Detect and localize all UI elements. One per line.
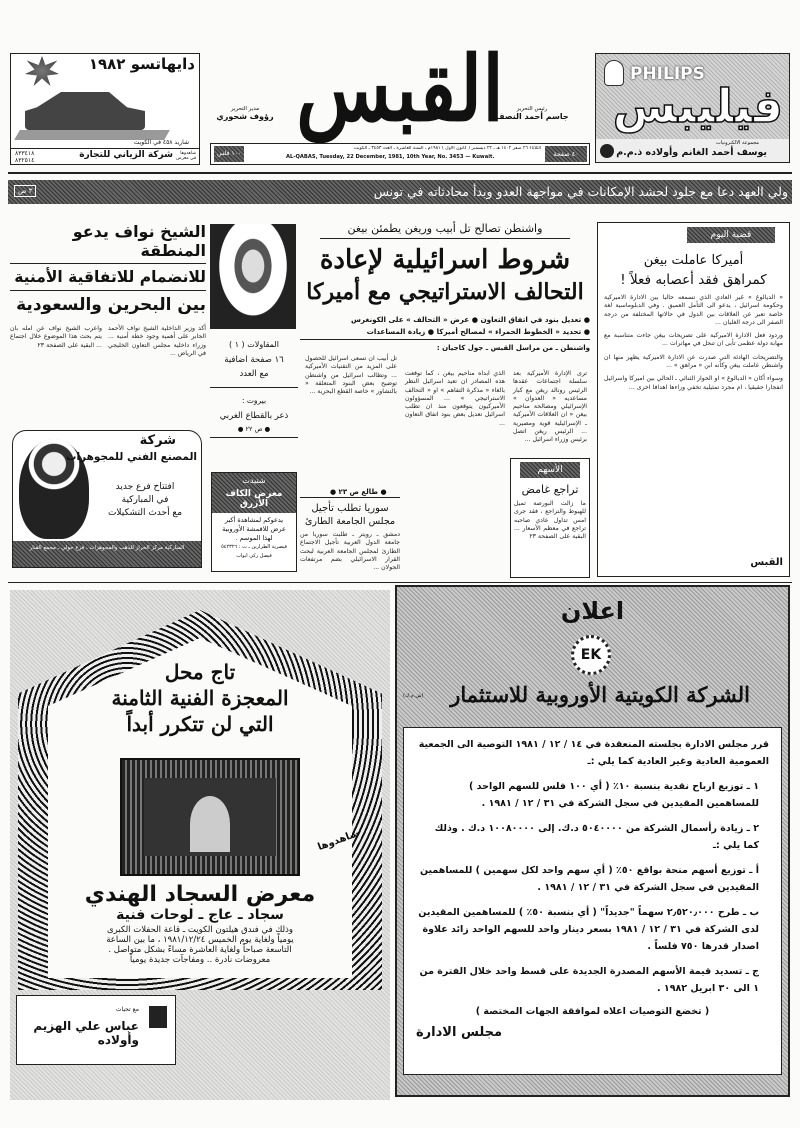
alkaf-ad [211, 472, 297, 572]
editor-in-chief: جاسم أحمد النصف [495, 112, 569, 121]
jewelry-title: شركة [139, 433, 176, 448]
editor-in-chief-label: رئيس التحرير [516, 106, 548, 112]
carpet-line: التاسعة صباحاً ولغاية العاشرة مساءً بشكل متواصل . [108, 945, 292, 955]
nawaf-headline-1: الشيخ نواف يدعو المنطقة [10, 222, 206, 264]
alkaf-address: فيصل ركي ابواب [236, 553, 272, 559]
nawaf-body: واعرب الشيخ نواف عن امله بان يتم بحث هذا الموضوع خلال اجتماع ... البقية على الصفحة ٢٣ [10, 325, 102, 349]
philips-brand-en: PHILIPS [630, 64, 705, 84]
stocks-box [510, 458, 590, 578]
kei-intro: قرر مجلس الادارة بجلسته المنعقدة في ١٤ / ١٢ / ١٩٨١ التوصية الى الجمعية العمومية العادية وغير العادية كما يلي :ـ [418, 739, 769, 767]
alkaf-line: لهذا الموسم . [235, 534, 273, 542]
date-arabic: الثلاثاء ٢٦ صفر ١٤٠٢ هـ ـ ٢٢ ديسمبر ( كانون الأول ) ١٩٨١م ـ السنة العاشرة ـ العدد ٣٤٥٣ ـ الكويت [353, 146, 541, 151]
carpet-line: معروضات نادرة .. ومفاجآت جديدة يومياً [129, 955, 271, 965]
editorial-signature: القبس [750, 557, 783, 568]
page-count: ٤٠ صفحة [545, 146, 587, 162]
editorial-paragraph: والتصريحات الهادئة التي صدرت عن الادارة الاميركية يظهر منها ان واشنطن عاملت بيغن وكأنه ابن « مراهق » ... [604, 353, 783, 370]
carpet-tag: شاهدوها [316, 827, 361, 854]
jewelry-line: افتتاح فرع جديد [115, 482, 175, 492]
kei-item: ب ـ طرح ٢٫٥٢٠٫٠٠٠ سهماً "جديداً" ( أي بنسبة ٥٠٪ ) للمساهمين المقيدين لدى الشركة في ٣١ / ١٢ / ١٩٨١ بسعر دينار واحد للسهم الواحد زائد علاوة اصدار قدرها ٧٥٠ فلساً . [418, 907, 759, 952]
editorial-headline-1: أميركا عاملت بيغن [643, 253, 744, 268]
kei-company: الشركة الكويتية الأوروبية للاستثمار [450, 682, 750, 707]
nawaf-headline-3: بين البحرين والسعودية [16, 295, 206, 315]
daihatsu-model: شاريد ٤٥٨ في الكويت [133, 139, 189, 146]
kei-item: ١ ـ توزيع ارباح نقدية بنسبة ١٠٪ ( أي ١٠٠ فلس للسهم الواحد ) للمساهمين المقيدين في سجل الشركة في ٣١ / ١٢ / ١٩٨١ . [469, 781, 759, 809]
carpet-ad [10, 590, 390, 1100]
jewelry-name: المصنع الفني للمجوهرات [65, 451, 197, 463]
date-english: AL-QABAS, Tuesday, 22 December, 1981, 10th Year, No. 3453 — Kuwait. [286, 154, 495, 160]
alkaf-top: شنيدت [242, 476, 266, 485]
supplement-with-issue: مع العدد [210, 369, 298, 388]
syria-story [300, 497, 400, 572]
lead-headline-1: شروط اسرائيلية لإعادة [319, 245, 571, 275]
alkaf-name: معرض الكاف الأزرق [225, 489, 283, 509]
carpet-line: وذلك في فندق هيلتون الكويت ـ قاعة الحفلات الكبرى [106, 925, 294, 935]
top-banner [8, 180, 792, 204]
carpet-headline-1: تاج محل [164, 660, 236, 684]
carpet-line: يومياً ولغاية يوم الخميس ١٩٨١/١٢/٢٤ ، ما بين الساعة [106, 935, 294, 945]
kei-item: ٢ ـ زيادة رأسمال الشركة من ٥٠٤٠٠٠٠ د.ك. إلى ١٠٠٨٠٠٠٠ د.ك . وذلك كما يلي :ـ [434, 823, 759, 851]
daihatsu-phone-2: ٨٣٢٥١٤ [15, 157, 35, 164]
editorial-paragraph: وسواء أكان « الديالوغ » او الحوار الثنائي ـ الحالي بين اميركا واسرائيل انفجارا حقيقيا ، ام مجرد تمثيلية تخفي وراءها اهدافا اخرى ... [604, 375, 783, 391]
nawaf-body: أكد وزير الداخلية الشيخ نواف الأحمد الجابر على أهمية وجود خطة أمنية ... وزراء داخلية مجلس التعاون الخليجي في الرياض ... [108, 325, 206, 357]
sponsor-label: مع تحيات [115, 1006, 139, 1013]
alkaf-line: عرض للاقمشة الأوروبية [222, 525, 286, 533]
carpet-headline-3: التي لن تتكرر أبداً [126, 712, 274, 736]
syria-headline-1: سوريا تطلب تأجيل [311, 503, 389, 514]
lead-column: تل أبيب ان تسعى اسرائيل للحصول على المزيد من التقنيات الأميركية ... وتطالب اسرائيل من واشنطن توضيح بعض البنود المتعلقة « بالتشاور » خاصة القطع البحرية ... [305, 355, 397, 396]
carpet-items: سجاد ـ عاج ـ لوحات فنية [116, 907, 284, 923]
beirut-page-ref: ● ص ٢٢ ● [210, 425, 298, 438]
car-image [25, 92, 145, 130]
daihatsu-title: دايهاتسو ١٩٨٢ [88, 55, 195, 73]
editorial-paragraph: وردود فعل الادارة الاميركية على تصريحات بيغن جاءت متناسبة مع مهابة دولة عظمى تأبى ان تنحل في مهاترات ... [604, 332, 783, 348]
philips-brand-ar: فيليبس [612, 79, 783, 133]
kei-note: ( تخضع التوصيات اعلاه لموافقة الجهات المختصة ) [475, 1006, 710, 1017]
kei-body [403, 727, 782, 1075]
nawaf-headline-2: للانضمام للاتفاقية الأمنية [10, 264, 206, 291]
philips-ad [595, 53, 790, 163]
daihatsu-showroom: شاهدوها في معرض [176, 151, 196, 161]
daihatsu-phone-1: ٨٣٣٤١٨ [15, 150, 35, 157]
masthead-title: القبس [296, 37, 504, 142]
lead-bullet: ● تحديد « الخطوط الحمراء » لمصالح أميركا ● زيادة المساعدات [300, 327, 590, 340]
editorial-label: قضية اليوم [687, 227, 775, 243]
price: ١٠٠ فلس [214, 146, 244, 162]
beirut-label: بيروت : [241, 396, 267, 405]
sheikh-nawaf-photo [210, 224, 296, 329]
banner-headline: ولي العهد دعا مع جلود لحشد الإمكانات في مواجهة العدو وبدأ محادثاته في تونس [373, 184, 788, 199]
carpet-headline-2: المعجزة الفنية الثامنة [111, 686, 289, 710]
kei-announcement [395, 585, 790, 1097]
daihatsu-ad [10, 53, 200, 165]
alkaf-address: قيصرية الطرارين ـ ت : ٥٤٢٣٢٦ [221, 544, 287, 550]
editorial-headline-2: كمراهق فقد أعصابه فعلاً ! [620, 272, 767, 288]
banner-page-ref: ٣ ص [14, 185, 36, 197]
managing-editor: رؤوف شحوري [216, 112, 274, 121]
kei-logo: EK [571, 635, 611, 675]
kei-signature: مجلس الادارة [416, 1025, 503, 1040]
jewelry-line: مع أحدث التشكيلات [107, 508, 183, 518]
lead-dateline: واشنطن ـ من مراسل القبس ـ جول كاجيان : [436, 344, 590, 352]
jewelry-footer: المباركية مركز الخراز للذهب والمجوهرات ـ فرع حولي ـ مجمع الفنار [13, 541, 201, 567]
philips-group: مجموعة الالكترونيات [716, 140, 759, 146]
syria-body: دمشق ـ رويتر ـ طلبت سوريا من جامعة الدول العربية تأجيل الاجتماع الطارئ لمجلس الجامعة العربية لبحث القرار الاسرائيلي بضم مرتفعات الجولان ... [300, 531, 400, 572]
supplement-pages: ١٦ صفحة اضافية [224, 355, 284, 365]
dealer-logo [600, 144, 614, 158]
stocks-headline: تراجع غامض [521, 483, 579, 496]
daihatsu-company: شركة الزياني للتجارة [79, 150, 173, 160]
beirut-headline: ذعر بالقطاع الغربي [219, 411, 289, 421]
supplement-title: المقاولات ( ١ ) [229, 340, 279, 349]
date-bar [210, 143, 590, 165]
jewelry-line: في المباركية [121, 495, 169, 505]
crest-icon [149, 1006, 167, 1028]
lead-column: الذي ابداه مناحيم بيغن ، كما توقعت هذه المصادر ان تعيد اسرائيل النظر بالغاء « مذكرة التفاهم » او « التحالف الاستراتيجي » ... المسؤولون الأميركيون يتوقعون منذ ان تطلب اسرائيل تعديل بعض بنود اتفاق التعاون ... [405, 370, 505, 427]
sponsor-name: عباس علي الهزيم وأولاده [33, 1019, 139, 1047]
lead-bullet: ● تعديل بنود في اتفاق التعاون ● عرض « التحالف » على الكونغرس [351, 315, 590, 324]
lead-column: ترى الإدارة الأميركية بعد سلسلة اجتماعات عقدها الرئيس رونالد ريغن مع كبار مساعديه « العدوان » الإسرائيلي ومصالحة مناحيم بيغن « ان العلاقات الأميركية ـ الإسرائيلية قوية ومصيرية ... الرئيس ريغن اتصل برئيس وزراء اسرائيل ... [513, 370, 587, 444]
managing-editor-label: مدير التحرير [230, 106, 260, 112]
kei-company-suffix: (ش.م.ك) [403, 693, 424, 699]
sponsor-box [16, 995, 176, 1065]
kei-item: ج ـ تسديد قيمة الأسهم المصدرة الجديدة على قسط واحد خلال الفترة من ١ الى ٣٠ ابريل ١٩٨٢ . [419, 966, 759, 994]
carpet-exhibit: معرض السجاد الهندي [84, 882, 316, 907]
stocks-label: الأسهم [520, 462, 580, 478]
taj-mahal-carpet-image [120, 758, 300, 876]
syria-headline-2: مجلس الجامعة الطارئ [304, 516, 396, 527]
jewelry-ad [12, 430, 202, 568]
lead-kicker: واشنطن تصالح تل أبيب وريغن يطمئن بيغن [320, 222, 570, 239]
kei-title: اعلان [560, 597, 625, 625]
kei-item: أ ـ توزيع أسهم منحة بواقع ٥٠٪ ( أي سهم واحد لكل سهمين ) للمساهمين المقيدين في سجل الشركة في ٣١ / ١٢ / ١٩٨١ . [419, 865, 759, 893]
editorial-paragraph: « الديالوغ » غير العادي الذي تسمعه حاليا بين الادارة الاميركية وحكومة اسرائيل ، يدعو الى التأمل العميق . وفي الدبلوماسية لغة خاصة تعبر عن العلاقات بين الدول في حالاتها المختلفة من درجة الصفر الى درجة الغليان ... [604, 294, 783, 326]
lead-headline-2: التحالف الاستراتيجي مع أميركا [306, 279, 584, 305]
editorial-box [597, 222, 790, 577]
philips-dealer: يوسف أحمد الغانم وأولاده ذ.م.م [616, 147, 767, 158]
continued-ref: ● طالع ص ٢٣ ● [330, 488, 387, 496]
alkaf-line: يدعوكم لمشاهدة أكبر [224, 516, 284, 524]
stocks-body: ما زالت البورصة تميل للهبوط والتراجع ، فقد جرى امس تداول عادي صاحبه تراجع في معظم الأسعار ... البقية على الصفحة ٢٣ [514, 500, 586, 541]
starburst-icon [25, 56, 59, 86]
